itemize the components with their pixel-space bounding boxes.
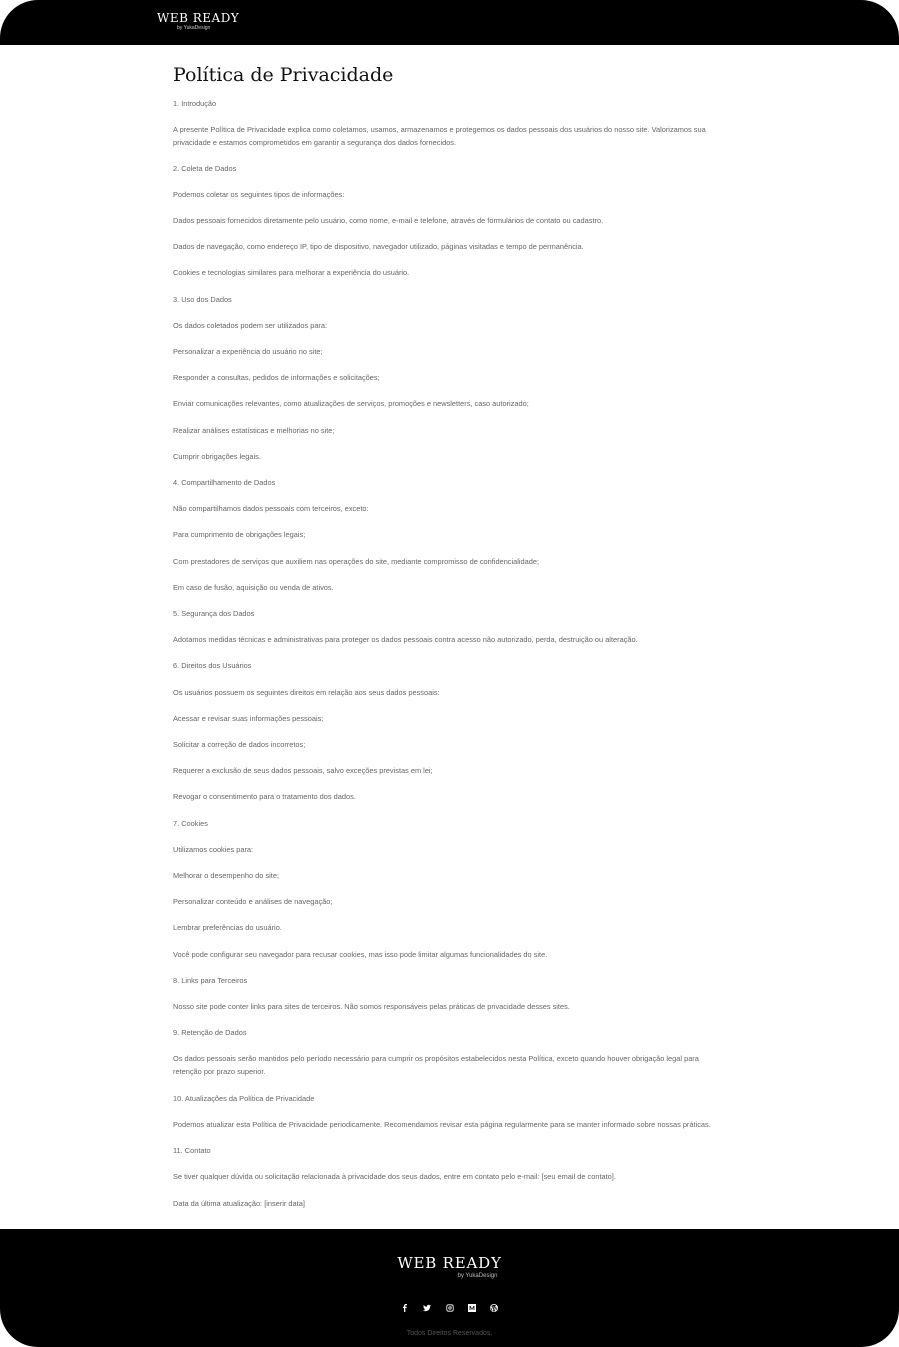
policy-paragraph: Enviar comunicações relevantes, como atualizações de serviços, promoções e newsletters, caso autorizado; [173,399,529,408]
twitter-icon[interactable] [422,1304,432,1314]
footer-logo[interactable] [0,1255,899,1280]
policy-paragraph: Responder a consultas, pedidos de informações e solicitações; [173,373,380,382]
section-heading: 7. Cookies [173,819,208,828]
policy-paragraph: Data da última atualização: [inserir data] [173,1199,305,1208]
footer-brand-sub: by YukaDesign [457,1273,498,1279]
wordpress-icon[interactable] [489,1304,499,1314]
site-footer [0,1229,899,1347]
policy-paragraph: Dados de navegação, como endereço IP, tipo de dispositivo, navegador utilizado, páginas visitadas e tempo de permanência. [173,242,584,251]
page-title: Política de Privacidade [173,64,394,86]
policy-paragraph: Melhorar o desempenho do site; [173,871,279,880]
site-header [0,0,899,45]
medium-icon[interactable] [467,1304,477,1314]
policy-paragraph: Nosso site pode conter links para sites de terceiros. Não somos responsáveis pelas práticas de privacidade desses sites. [173,1002,570,1011]
section-heading: 9. Retenção de Dados [173,1028,247,1037]
header-logo[interactable] [157,11,239,32]
policy-paragraph: Realizar análises estatísticas e melhorias no site; [173,426,335,435]
section-heading: 2. Coleta de Dados [173,164,237,173]
policy-paragraph: Em caso de fusão, aquisição ou venda de ativos. [173,583,334,592]
policy-paragraph: Lembrar preferências do usuário. [173,923,282,932]
section-heading: 5. Segurança dos Dados [173,609,255,618]
policy-paragraph: Você pode configurar seu navegador para recusar cookies, mas isso pode limitar algumas funcionalidades do site. [173,950,548,959]
section-heading: 6. Direitos dos Usuários [173,661,252,670]
policy-paragraph: Os dados coletados podem ser utilizados para: [173,321,328,330]
policy-paragraph: Para cumprimento de obrigações legais; [173,530,306,539]
policy-paragraph: Requerer a exclusão de seus dados pessoais, salvo exceções previstas em lei; [173,766,433,775]
policy-paragraph: Acessar e revisar suas informações pessoais; [173,714,324,723]
policy-paragraph: A presente Política de Privacidade explica como coletamos, usamos, armazenamos e protegemos os dados pessoais dos usuários do nosso site. Valorizamos sua privacidade e estamos comprometidos em garantir a segurança dos dados fornecidos. [173,125,706,148]
policy-paragraph: Adotamos medidas técnicas e administrativas para proteger os dados pessoais contra acesso não autorizado, perda, destruição ou alteração. [173,635,638,644]
policy-paragraph: Personalizar conteúdo e análises de navegação; [173,897,333,906]
policy-paragraph: Se tiver qualquer dúvida ou solicitação relacionada à privacidade dos seus dados, entre em contato pelo e-mail: [seu email de contato]. [173,1172,616,1181]
instagram-icon[interactable] [445,1304,455,1314]
policy-paragraph: Cookies e tecnologias similares para melhorar a experiência do usuário. [173,268,410,277]
policy-paragraph: Solicitar a correção de dados incorretos; [173,740,306,749]
policy-paragraph: Não compartilhamos dados pessoais com terceiros, exceto: [173,504,369,513]
policy-paragraph: Dados pessoais fornecidos diretamente pelo usuário, como nome, e-mail e telefone, através de formulários de contato ou cadastro. [173,216,604,225]
policy-paragraph: Os usuários possuem os seguintes direitos em relação aos seus dados pessoais: [173,688,440,697]
section-heading: 3. Uso dos Dados [173,295,232,304]
header-brand-sub: by YukaDesign [177,25,211,31]
policy-paragraph: Podemos coletar os seguintes tipos de informações: [173,190,345,199]
copyright-text: Todos Direitos Reservados. [406,1330,493,1337]
header-brand-name: WEB READY [157,11,240,25]
facebook-icon[interactable] [400,1304,410,1314]
section-heading: 1. Introdução [173,99,217,108]
policy-paragraph: Personalizar a experiência do usuário no site; [173,347,323,356]
policy-paragraph: Com prestadores de serviços que auxiliem nas operações do site, mediante compromisso de confidencialidade; [173,557,540,566]
policy-paragraph: Utilizamos cookies para: [173,845,254,854]
policy-paragraph: Os dados pessoais serão mantidos pelo período necessário para cumprir os propósitos estabelecidos nesta Política, exceto quando houver obrigação legal para retenção por prazo superior. [173,1054,699,1077]
section-heading: 4. Compartilhamento de Dados [173,478,276,487]
footer-brand-name: WEB READY [397,1254,502,1272]
policy-paragraph: Podemos atualizar esta Política de Privacidade periodicamente. Recomendamos revisar esta página regularmente para se manter informado sobre nossas práticas. [173,1120,711,1129]
policy-paragraph: Cumprir obrigações legais. [173,452,261,461]
section-heading: 11. Contato [173,1146,211,1155]
section-heading: 8. Links para Terceiros [173,976,248,985]
policy-paragraph: Revogar o consentimento para o tratamento dos dados. [173,792,356,801]
section-heading: 10. Atualizações da Política de Privacidade [173,1094,315,1103]
social-links [0,1300,899,1318]
